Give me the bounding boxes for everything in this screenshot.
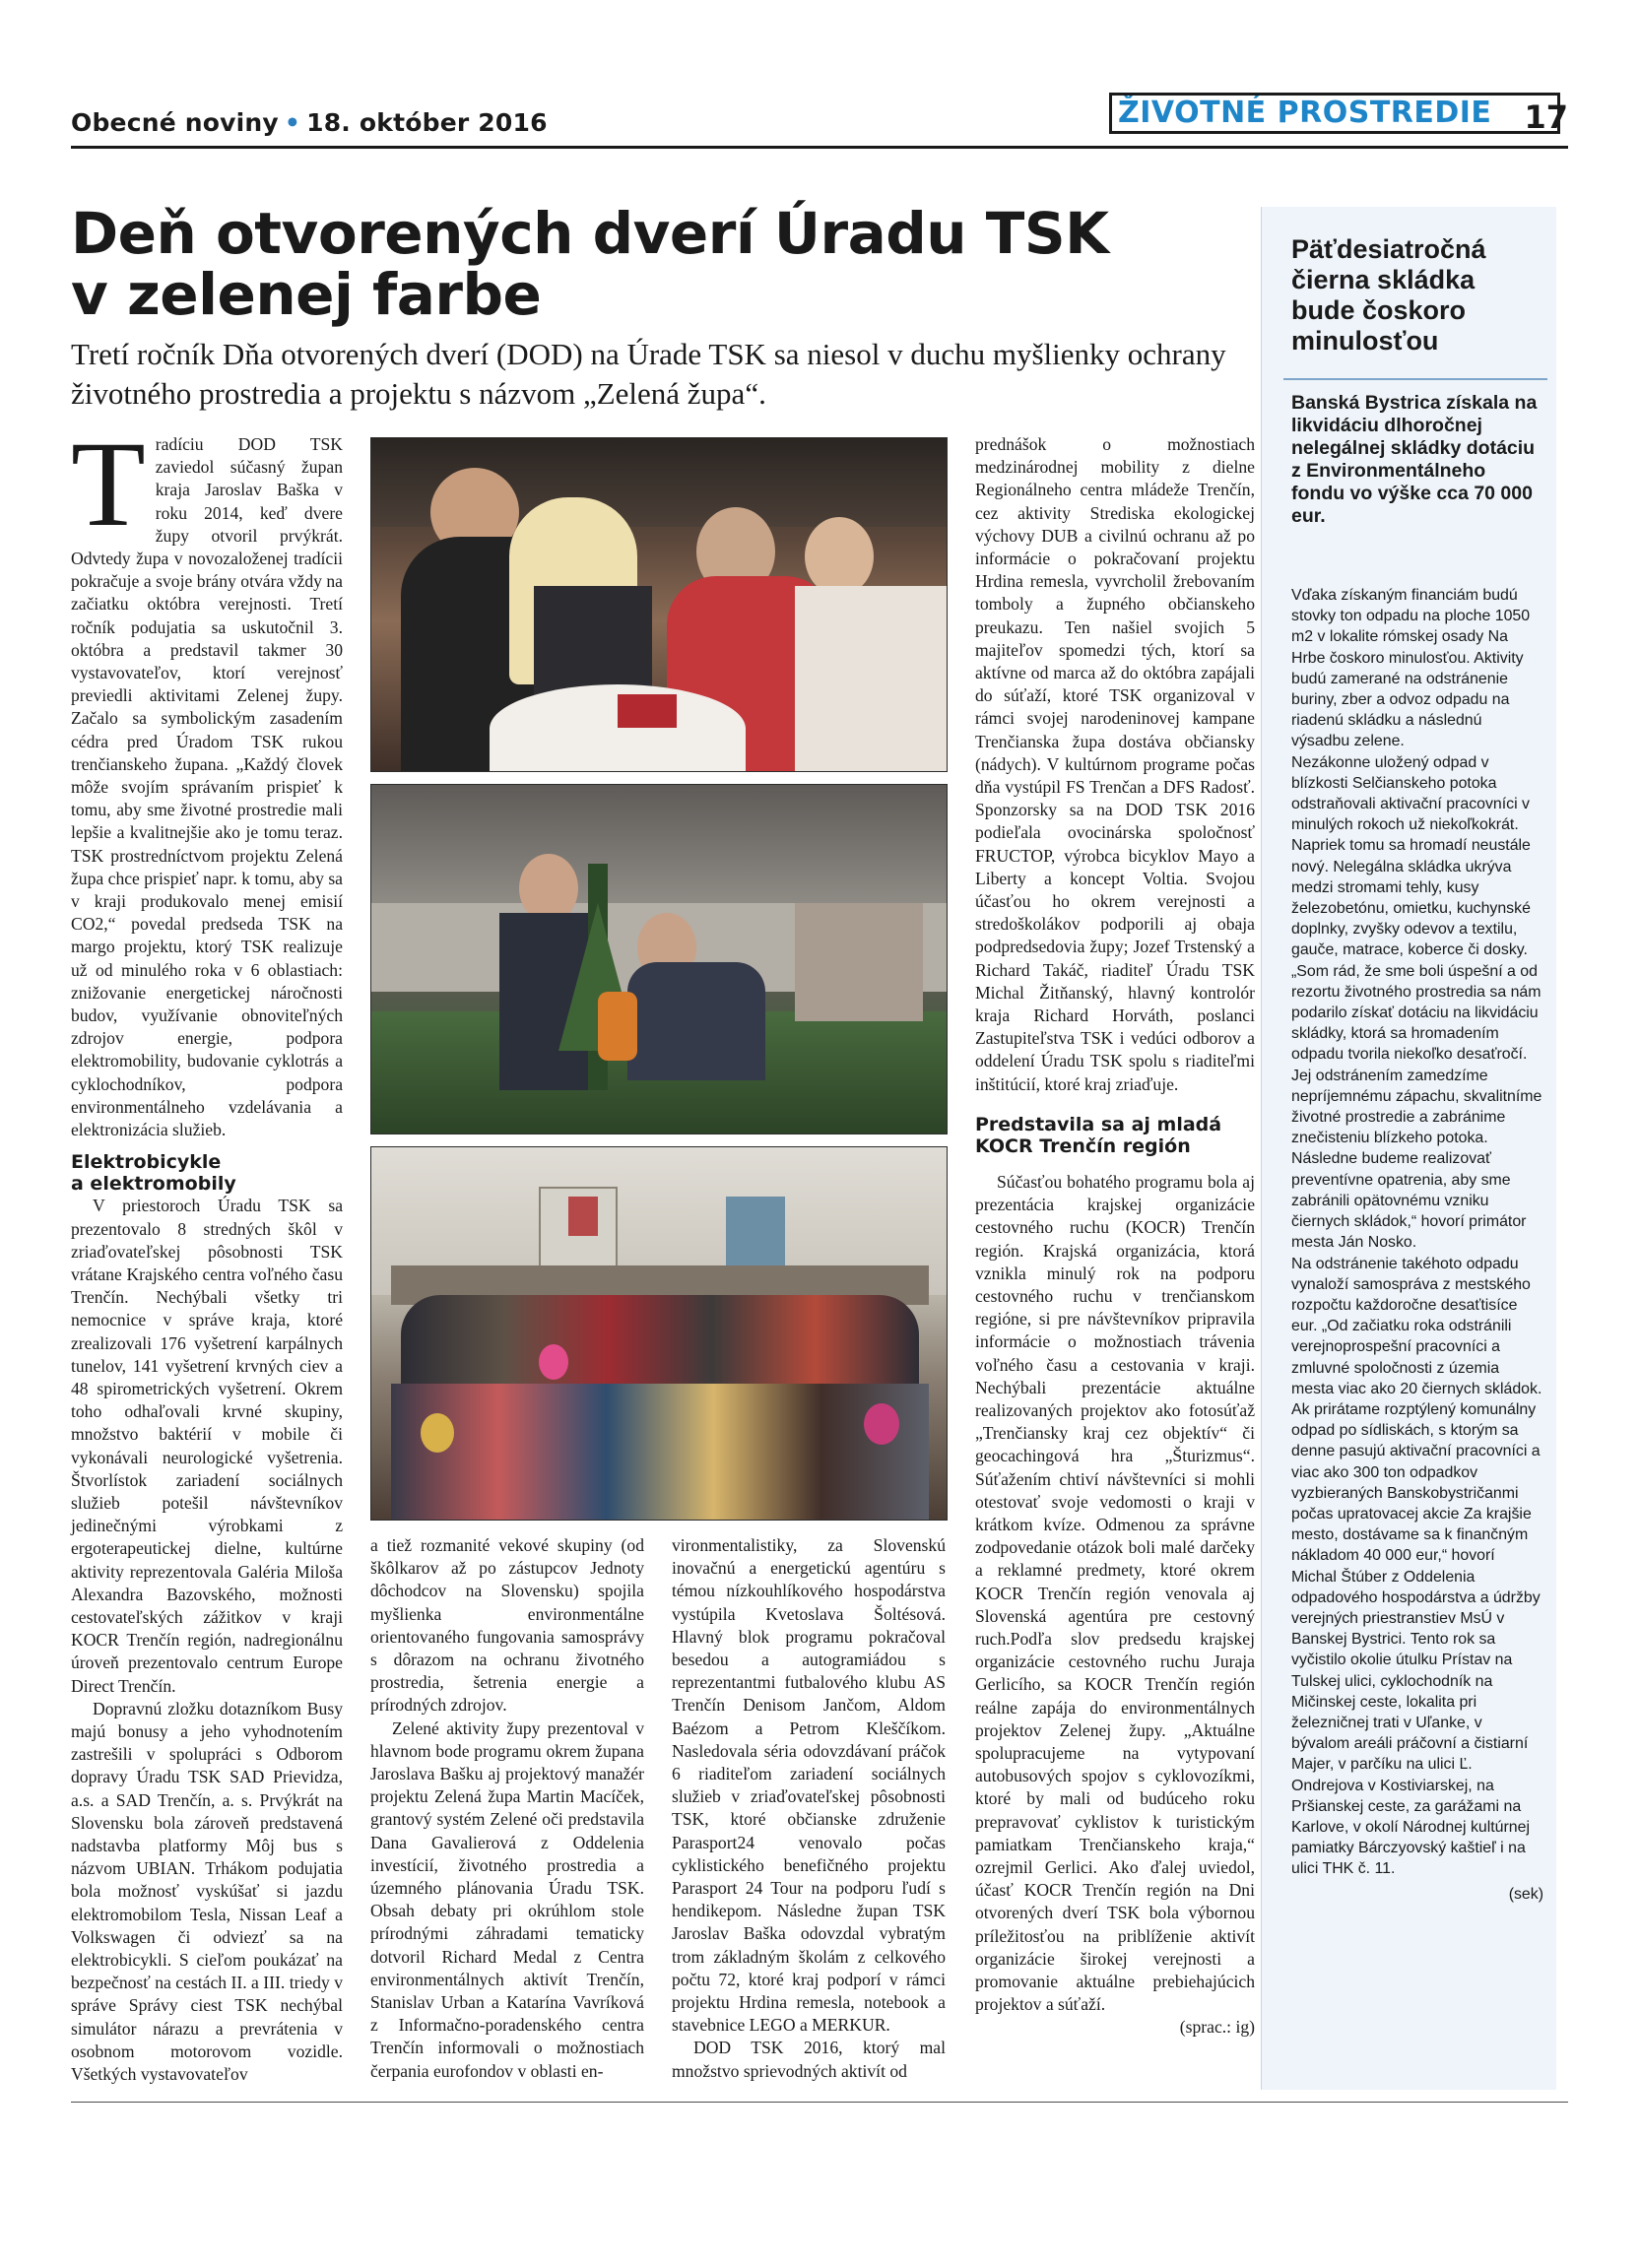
article-title bbox=[71, 200, 1233, 328]
publication-name: Obecné noviny bbox=[71, 108, 279, 137]
article-paragraph: a tiež rozmanité vekové skupiny (od škôlkarov až po zástupcov Jednoty dôchodcov na Slovensku) spojila myšlienka environmentálne orientovaného fungovania samosprávy s dôrazom na ochranu životného prostredia, šetrenia energie a prírodných zdrojov. bbox=[370, 1535, 644, 1716]
separator-dot: • bbox=[284, 108, 301, 137]
article-paragraph: Dopravnú zložku dotazníkom Busy majú bonusy a jeho vyhodnotením zastrešili v spolupráci s Odborom dopravy Úradu TSK SAD Prievidza, a.s. a SAD Trenčín, a. s. Prvýkrát na Slovensku bola zároveň predstavená nadstavba platformy Môj bus s názvom UBIAN. Trhákom podujatia bola možnosť vyskúšať si jazdu elektromobilom Tesla, Nissan Leaf a Volkswagen či odviezť sa na elektrobicykli. S cieľom poukázať na bezpečnosť na cestách II. a III. triedy v správe Správy ciest TSK nechýbal simulátor nárazu a prevrátenia v osobnom motorovom vozidle. Všetkých vystavovateľov bbox=[71, 1698, 343, 2085]
sidebar-lead: Banská Bystrica získala na likvidáciu dlhoročnej nelegálnej skládky dotáciu z Environmentálneho fondu vo výške cca 70 000 eur. bbox=[1291, 392, 1538, 527]
article-paragraph: DOD TSK 2016, ktorý mal množstvo sprievodných aktivít od bbox=[672, 2038, 946, 2081]
issue-date: 18. október 2016 bbox=[306, 108, 548, 137]
sidebar-paragraph: Nezákonne uložený odpad v blízkosti Selčianskeho potoka odstraňovali aktivační pracovníci v minulých rokoch už niekoľkokrát. Napriek tomu sa hromadí neustále nový. Nelegálna skládka ukrýva medzi stromami tehly, kusy železobetónu, omietku, kuchynské doplnky, zvyšky odevov a textilu, gauče, matrace, koberce či dosky. „Som rád, že sme boli úspešní a od rezortu životného prostredia sa nám podarilo získať dotáciu na likvidáciu skládky, ktorá sa hromadením odpadu tvorila niekoľko desaťročí. Jej odstránením zamedzíme nepríjemnému zápachu, skvalitníme životné prostredie a zabránime znečisteniu blízkeho potoka. Následne budeme realizovať preventívne opatrenia, aby sme zabránili opätovnému vzniku čiernych skládok,“ hovorí primátor mesta Ján Nosko. bbox=[1291, 753, 1542, 1252]
section-label: ŽIVOTNÉ PROSTREDIE bbox=[1109, 93, 1560, 134]
page-header bbox=[71, 87, 1568, 150]
publication-line bbox=[71, 108, 548, 137]
article-column-2 bbox=[370, 1534, 644, 2083]
article-paragraph: prednášok o možnostiach medzinárodnej mobility z dielne Regionálneho centra mládeže Trenčín, cez aktivity Strediska ekologickej výchovy DUB a civilnú ochranu až po informácie o pokračovaní projektu Hrdina remesla, vyvrcholil žrebovaním tomboly a župného občianskeho preukazu. Ten našiel svojich 5 majiteľov spomedzi tých, ktorí sa aktívne od marca až do októbra zapájali do súťaží, ktoré TSK organizoval v rámci svojej narodeninovej kampane Trenčianska župa dostáva občiansky (nádych). V kultúrnom programe počas dňa vystúpil FS Trenčan a DFS Radosť. Sponzorsky sa na DOD TSK 2016 podieľala ovocinárska spoločnosť FRUCTOP, výrobca bicyklov Mayo a Liberty a koncept Voltia. Svojou účasťou ho okrem verejnosti a stredoškolákov podporili aj obaja podpredsedovia župy; Jozef Trstenský a Richard Takáč, riaditeľ Úradu TSK Michal Žitňanský, hlavný kontrolór kraja Richard Horváth, poslanci Zastupiteľstva TSK i vedúci odborov a oddelení Úradu TSK spolu s riaditeľmi inštitúcií, ktoré kraj zriaďuje. bbox=[975, 434, 1255, 1094]
sidebar-title: Päťdesiatročná čierna skládka bude čoskoro minulosťou bbox=[1291, 234, 1486, 356]
article-paragraph: V priestoroch Úradu TSK sa prezentovalo 8 stredných škôl v zriaďovateľskej pôsobnosti TSK vrátane Krajského centra voľného času Trenčín. Nechýbali všetky tri nemocnice v správe kraja, ktoré zrealizovali 176 vyšetrení karpálnych tunelov, 141 vyšetrení krvných ciev a 48 spirometrických vyšetrení. Okrem toho odhaľovali krvné skupiny, množstvo baktérií v mobile či vykonávali neurologické vyšetrenia. Štvorlístok zariadení sociálnych služieb potešil návštevníkov jedinečnými výrobkami z ergoterapeutickej dielne, kultúrne aktivity reprezentovala Galéria Miloša Alexandra Bazovského, možnosti cestovateľských zážitkov v kraji KOCR Trenčín región, nadregionálnu úroveň prezentovalo centrum Europe Direct Trenčín. bbox=[71, 1196, 343, 1696]
footer-rule bbox=[71, 2102, 1568, 2103]
sidebar-rule bbox=[1283, 378, 1547, 380]
exhibitors-crowd-photo bbox=[370, 437, 948, 772]
sidebar-paragraph: Na odstránenie takéhoto odpadu vynaloží samospráva z mestského rozpočtu každoročne desaťtisíce eur. „Od začiatku roka odstránili verejnoprospešní pracovníci a zmluvné spoločnosti z územia mesta viac ako 20 čiernych skládok. Ak prirátame rozptýlený komunálny odpad po sídliskách, s ktorým sa denne pasujú aktivační pracovníci a viac ako 300 ton odpadkov vyzbieraných Banskobystričanmi počas upratovacej akcie Za krajšie mesto, dostávame sa k finančným nákladom 40 000 eur,“ hovorí Michal Štúber z Oddelenia odpadového hospodárstva a údržby verejných priestranstiev MsÚ v Banskej Bystrici. Tento rok sa vyčistilo okolie útulku Prístav na Tulskej ulici, cyklochodník na Mičinskej ceste, lokalita pri železničnej trati v Uľanke, v bývalom areáli práčovní a čistiarní Majer, v parčíku na ulici Ľ. Ondrejova v Kostiviarskej, na Pršianskej ceste, za garážami na Karlove, v okolí Národnej kultúrnej pamiatky Bárczyovský kaštieľ i na ulici THK č. 11. bbox=[1291, 1255, 1542, 1878]
article-paragraph: Súčasťou bohatého programu bola aj prezentácia krajskej organizácie cestovného ruchu (KOCR) Trenčín región. Krajská organizácia, ktorá vznikla minulý rok na podporu cestovného ruchu v trenčianskom regióne, si pre návštevníkov pripravila informácie o možnostiach trávenia voľného času a cestovania v kraji. Nechýbali prezentácie aktuálne realizovaných projektov ako fotosúťaž „Trenčiansky kraj cez objektív“ či geocachingová hra „Šturizmus“. Súťažením chtiví návštevníci si mohli otestovať svoje vedomosti o kraji v krátkom kvíze. Odmenou za správne zodpovedanie otázok boli malé darčeky a reklamné predmety, ktoré okrem KOCR Trenčín región venovala aj Slovenská agentúra pre cestovný ruch.Podľa slov predsedu krajskej organizácie cestovného ruchu Juraja Gerlicího, sa KOCR Trenčín región reálne zapája do environmentálnych projektov Zelenej župy. „Aktuálne spolupracujeme na vytypovaní autobusových spojov s cyklovozíkmi, ktoré by mali od budúceho roku prepravovať cyklistov k turistickým pamiatkam Trenčianskeho kraja,“ ozrejmil Gerlici. Ako ďalej uviedol, účasť KOCR Trenčín región na Dni otvorených dverí TSK bola výbornou príležitosťou na priblíženie aktivít organizácie širokej verejnosti a promovanie aktuálne prebiehajúcich projektov a súťaží. bbox=[975, 1171, 1255, 2015]
tree-planting-photo bbox=[370, 784, 948, 1134]
title-line-1: Deň otvorených dverí Úradu TSK bbox=[71, 200, 1109, 267]
article-paragraph: radíciu DOD TSK zaviedol súčasný župan kraja Jaroslav Baška v roku 2014, keď dvere župy otvoril prvýkrát. Odvtedy župa v novozaloženej tradícii pokračuje a svoje brány otvára vždy na začiatku októbra verejnosti. Tretí ročník podujatia sa uskutočnil 3. októbra a predstavil takmer 30 vystavovateľov, ktorí verejnosť previedli aktivitami Zelenej župy. Začalo sa symbolickým zasadením cédra pred Úradom TSK rukou trenčianskeho župana. „Každý človek môže svojím správaním prispieť k tomu, aby sme životné prostredie mali lepšie a kvalitnejšie ako je tomu teraz. TSK prostredníctvom projektu Zelená župa chce prispieť napr. k tomu, aby sa v kraji produkovalo menej emisií CO2,“ povedal predseda TSK na margo projektu, ktorý TSK realizuje už od minulého roka v 6 oblastiach: znižovanie energetickej náročnosti budov, využívanie obnoviteľných zdrojov energie, podpora elektromobility, budovanie cyklotrás a cyklochodníkov, podpora environmentálneho vzdelávania a elektronizácia služieb. bbox=[71, 434, 343, 1140]
article-column-3 bbox=[672, 1534, 946, 2083]
drop-cap: T bbox=[71, 417, 146, 551]
group-of-students-photo bbox=[370, 1146, 948, 1521]
article-lead: Tretí ročník Dňa otvorených dverí (DOD) na Úrade TSK sa niesol v duchu myšlienky ochrany životného prostredia a projektu s názvom „Zelená župa“. bbox=[71, 337, 1226, 411]
article-signature: (sprac.: ig) bbox=[1179, 2017, 1255, 2038]
subheading-electro: Elektrobicykle a elektromobily bbox=[71, 1151, 236, 1196]
article-paragraph: vironmentalistiky, za Slovenskú inovačnú a energetickú agentúru s témou nízkouhlíkového hospodárstva vystúpila Kvetoslava Šoltésová. Hlavný blok programu pokračoval besedou a autogramiádou s reprezentantmi futbalového klubu AS Trenčín Denisom Jančom, Aldom Baézom a Petrom Kleščíkom. Nasledovala séria odovzdávaní práčok 6 riaditeľom zariadení sociálnych služieb v zriaďovateľskej pôsobnosti TSK, ktoré občianske združenie Parasport24 venovalo počas cyklistického benefičného projektu Parasport 24 Tour na podporu ľudí s hendikepom. Následne župan TSK Jaroslav Baška odovzdal vybratým trom základným školám z celkového počtu 72, ktoré kraj podporí v rámci projektu Hrdina remesla, notebook a stavebnice LEGO a MERKUR. bbox=[672, 1535, 946, 2036]
header-rule bbox=[71, 146, 1568, 149]
article-column-4 bbox=[975, 433, 1255, 2040]
subheading-kocr: Predstavila sa aj mladá KOCR Trenčín región bbox=[975, 1113, 1222, 1157]
page-number: 17 bbox=[1524, 98, 1568, 136]
sidebar-signature: (sek) bbox=[1508, 1885, 1543, 1903]
article-column-1 bbox=[71, 417, 343, 2086]
article-paragraph: Zelené aktivity župy prezentoval v hlavnom bode programu okrem župana Jaroslava Bašku aj projektový manažér projektu Zelená župa Martin Macíček, grantový systém Zelené oči predstavila Dana Gavalierová z Oddelenia investícií, životného prostredia a územného plánovania Úradu TSK. Obsah debaty pri okrúhlom stole prírodnými záhradami tematicky dotvoril Richard Medal z Centra environmentálnych aktivít Trenčín, Stanislav Urban a Katarína Vavríková z Informačno-poradenského centra Trenčín informovali o možnostiach čerpania eurofondov v oblasti en- bbox=[370, 1717, 644, 2081]
sidebar-box bbox=[1261, 207, 1556, 2090]
sidebar-paragraph: Vďaka získaným financiám budú stovky ton odpadu na ploche 1050 m2 v lokalite rómskej osady Na Hrbe čoskoro minulosťou. Aktivity budú zamerané na odstránenie buriny, zber a odvoz odpadu na riadenú skládku a následnú výsadbu zelene. bbox=[1291, 587, 1531, 750]
title-line-2: v zelenej farbe bbox=[71, 261, 542, 328]
sidebar-body bbox=[1291, 585, 1543, 1905]
